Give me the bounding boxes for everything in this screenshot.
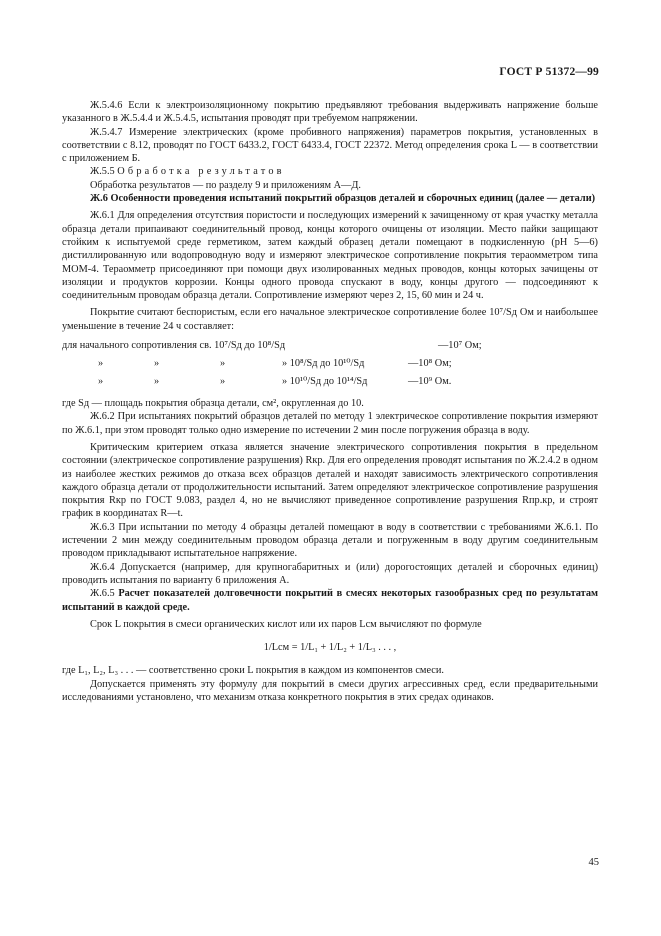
paragraph-63: Ж.6.3 При испытании по методу 4 образцы деталей помещают в воду в соответствии с требованиями Ж.6.1. По истечении 2 мин между соединительным проводом образца детали и погруженным в воду другим соединительным проводом прикладывают испытательное напряжение. bbox=[62, 521, 598, 560]
paragraph-where: где L₁, L₂, L₃ . . . — соответственно сроки L покрытия в каждом из компонентов смеси. bbox=[62, 665, 444, 677]
paragraph-55-body: Обработка результатов — по разделу 9 и приложениям А—Д. bbox=[90, 179, 361, 191]
paragraph-critical: Критическим критерием отказа является значение электрического сопротивления покрытия в предельном состоянии (электрическое сопротивление разрушения) Rкр. Для его определения проводят испытания по Ж.2.4.2 в одном из наиболее жестких режимов до отказа всех образцов деталей и находят зависимость электрического сопротивления каждого образца детали от продолжительности испытаний. Затем определяют электрическое сопротивление разрушения покрытия Rкр по ГОСТ 9.083, раздел 4, но не вычисляют приведенное сопротивление разрушения Rпр.кр, и строят график в координатах R—t. bbox=[62, 441, 598, 520]
paragraph-62: Ж.6.2 При испытаниях покрытий образцов деталей по методу 1 электрическое сопротивление покрытия измеряют по Ж.6.1, при этом проводят только одно измерение по истечении 2 мин после погружения образца в воду. bbox=[62, 411, 598, 436]
page-number: 45 bbox=[588, 857, 599, 868]
paragraph-allowance: Допускается применять эту формулу для покрытий в смеси других агрессивных сред, если предварительными исследованиями установлено, что механизм отказа конкретного покрытия в этих средах одинаков. bbox=[62, 678, 598, 703]
section-6-heading: Ж.6 Особенности проведения испытаний покрытий образцов деталей и сборочных единиц (далее — детали) bbox=[90, 193, 596, 205]
paragraph-64: Ж.6.4 Допускается (например, для крупногабаритных и (или) дорогостоящих деталей и сборочных единиц) проводить испытания по варианту 6 приложения А. bbox=[62, 561, 598, 586]
section-55-title: Обработка результатов bbox=[117, 166, 285, 178]
table-cell: —10⁸ Ом; bbox=[408, 358, 452, 370]
table-cell: » 10¹⁰/Sд до 10¹⁴/Sд bbox=[282, 376, 368, 388]
table-cell: для начального сопротивления св. 10⁷/Sд до 10⁸/Sд bbox=[62, 340, 286, 352]
table-cell: » bbox=[154, 376, 160, 388]
table-cell: » bbox=[220, 358, 226, 370]
paragraph-61: Ж.6.1 Для определения отсутствия пористости и последующих измерений к зачищенному от края участку металла образца детали припаивают соединительный провод, концы которого очищены от изоляции. Место пайки защищают стойким к испытуемой среде герметиком, затем каждый образец детали помещают в подкисленную (pH 5—6) дистиллированную или водопроводную воду и измеряют электрическое сопротивление покрытия тераомметром типа МОМ-4. Тераомметр присоединяют при помощи двух изолированных медных проводов, концы которых зачищены от изоляции и продуктов коррозии. Концы одного провода спускают в воду, концы другого — подсоединяют к соединительным проводам образца детали. Сопротивление измеряют через 2, 15, 60 мин и 24 ч. bbox=[62, 210, 598, 302]
paragraph-65-number: Ж.6.5 bbox=[90, 588, 115, 600]
table-cell: » 10⁸/Sд до 10¹⁰/Sд bbox=[282, 358, 365, 370]
table-row bbox=[62, 373, 598, 391]
table-cell: » bbox=[98, 358, 104, 370]
standard-header: ГОСТ Р 51372—99 bbox=[499, 66, 599, 78]
table-row bbox=[62, 355, 598, 373]
resistance-table bbox=[62, 337, 598, 391]
table-cell: » bbox=[154, 358, 160, 370]
paragraph-65 bbox=[62, 587, 598, 614]
table-row bbox=[62, 337, 598, 355]
page-content bbox=[62, 99, 598, 704]
section-55-number: Ж.5.5 bbox=[90, 166, 115, 178]
paragraph-546: Ж.5.4.6 Если к электроизоляционному покрытию предъявляют требования выдерживать напряжение больше указанного в Ж.5.4.4 и Ж.5.4.5, испытания проводят при требуемом напряжении. bbox=[62, 100, 598, 125]
paragraph-61b: Покрытие считают беспористым, если его начальное электрическое сопротивление более 10⁷/Sд Ом и наибольшее уменьшение в течение 24 ч составляет: bbox=[62, 307, 598, 332]
paragraph-547: Ж.5.4.7 Измерение электрических (кроме пробивного напряжения) параметров покрытия, установленных в соответствии с 8.12, проводят по ГОСТ 6433.2, ГОСТ 6433.4, ГОСТ 22372. Метод определения срока L — в соответствии с приложением Б. bbox=[62, 126, 598, 165]
table-cell: —10⁷ Ом; bbox=[438, 340, 482, 352]
section-55-heading bbox=[62, 165, 598, 178]
table-cell: » bbox=[98, 376, 104, 388]
mixture-formula: 1/Lсм = 1/L₁ + 1/L₂ + 1/L₃ . . . , bbox=[263, 642, 397, 654]
paragraph-65-title: Расчет показателей долговечности покрытий в смесях некоторых газообразных сред по результатам испытаний в каждой среде. bbox=[62, 588, 598, 613]
paragraph-srok: Срок L покрытия в смеси органических кислот или их паров Lсм вычисляют по формуле bbox=[90, 618, 482, 630]
table-cell: —10⁹ Ом. bbox=[408, 376, 452, 388]
table-cell: » bbox=[220, 376, 226, 388]
paragraph-sd-definition: где Sд — площадь покрытия образца детали, см², округленная до 10. bbox=[62, 398, 364, 410]
